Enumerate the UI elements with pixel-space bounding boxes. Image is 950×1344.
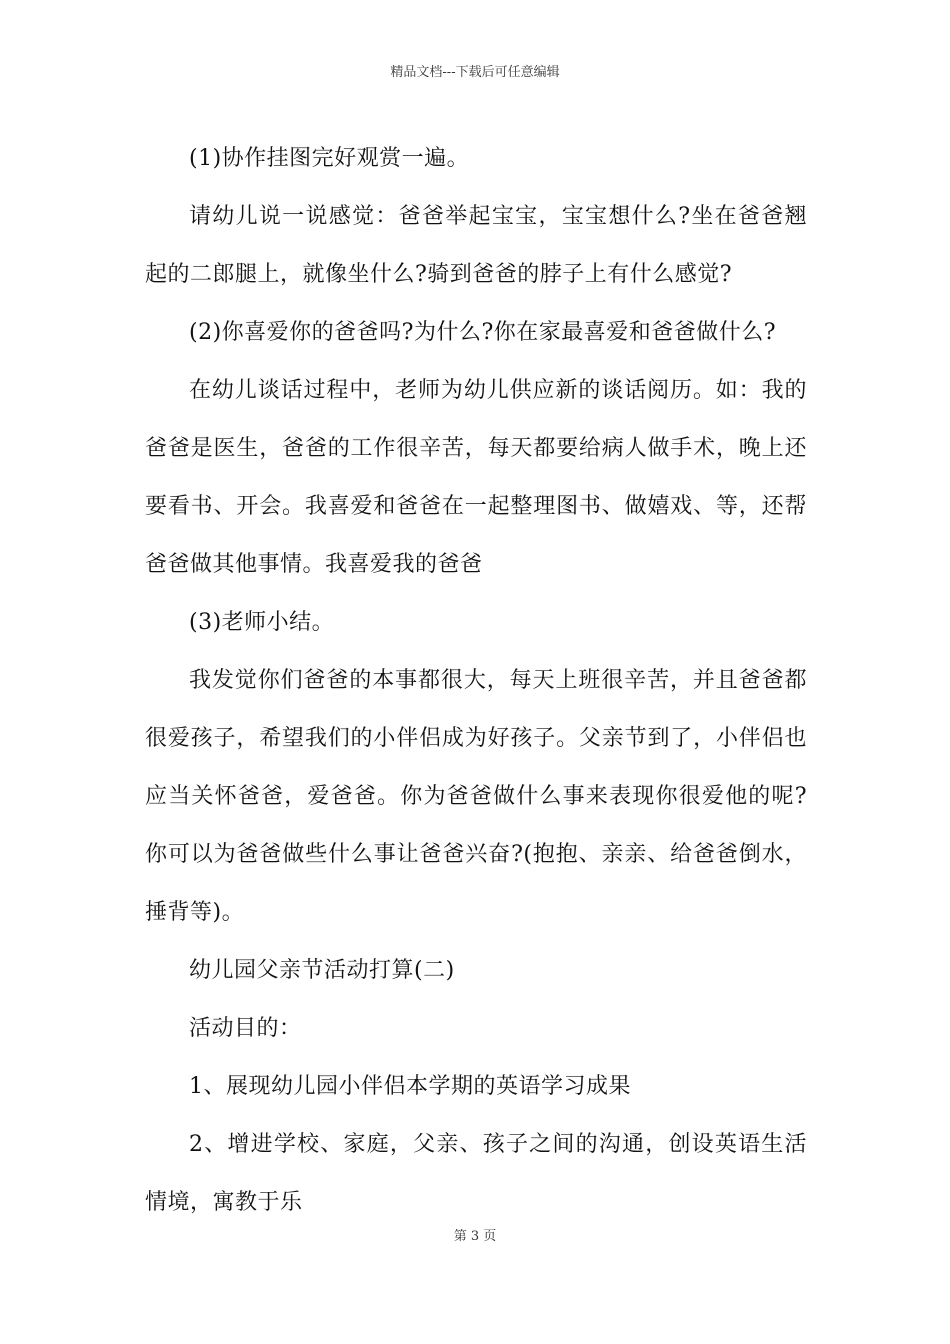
- paragraph: (2)你喜爱你的爸爸吗?为什么?你在家最喜爱和爸爸做什么?: [189, 320, 777, 345]
- page-number: 第 3 页: [453, 1229, 497, 1244]
- paragraph: (1)协作挂图完好观赏一遍。: [189, 146, 470, 171]
- paragraph: (3)老师小结。: [189, 610, 335, 635]
- document-body: [145, 130, 807, 1232]
- paragraph: 在幼儿谈话过程中，老师为幼儿供应新的谈话阅历。如：我的爸爸是医生，爸爸的工作很辛苦，每天都要给病人做手术，晚上还要看书、开会。我喜爱和爸爸在一起整理图书、做嬉戏、等，还帮爸爸做其他事情。我喜爱我的爸爸: [145, 378, 807, 577]
- paragraph: 活动目的：: [189, 1016, 302, 1041]
- section-title: 幼儿园父亲节活动打算(二): [189, 958, 455, 983]
- list-item: 1、展现幼儿园小伴侣本学期的英语学习成果: [189, 1074, 631, 1099]
- list-item: 2、增进学校、家庭，父亲、孩子之间的沟通，创设英语生活情境，寓教于乐: [145, 1132, 807, 1215]
- paragraph: 我发觉你们爸爸的本事都很大，每天上班很辛苦，并且爸爸都很爱孩子，希望我们的小伴侣成为好孩子。父亲节到了，小伴侣也应当关怀爸爸，爱爸爸。你为爸爸做什么事来表现你很爱他的呢?你可以为爸爸做些什么事让爸爸兴奋?(抱抱、亲亲、给爸爸倒水，捶背等)。: [145, 668, 807, 925]
- paragraph: 请幼儿说一说感觉：爸爸举起宝宝，宝宝想什么?坐在爸爸翘起的二郎腿上，就像坐什么?骑到爸爸的脖子上有什么感觉?: [145, 204, 807, 287]
- page-header: 精品文档---下载后可任意编辑: [390, 65, 560, 80]
